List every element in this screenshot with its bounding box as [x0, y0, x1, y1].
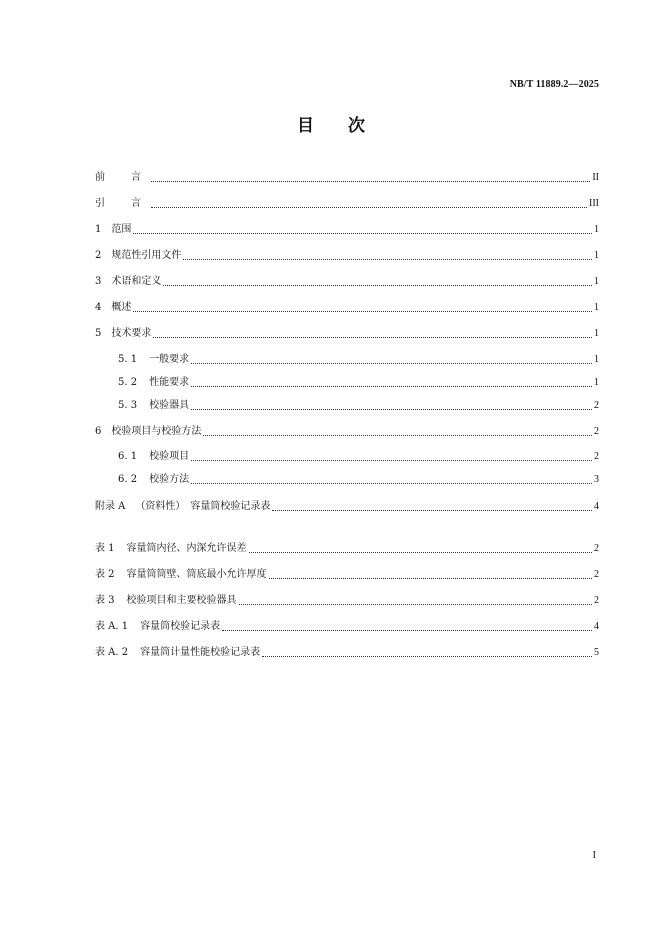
toc-entry-number: 5	[95, 328, 102, 339]
toc-entry-text: 校验项目	[149, 451, 190, 462]
toc-entry-number: 1	[95, 224, 102, 235]
toc-entry-label	[118, 473, 189, 487]
toc-entry-normative-references[interactable]	[95, 249, 599, 263]
toc-entry-page: 2	[594, 543, 599, 554]
toc-entry-number: 5. 2	[118, 377, 138, 388]
toc-entry-number: 6. 2	[118, 474, 138, 485]
toc-entry-text: 容量筒筒壁、筒底最小允许厚度	[126, 569, 267, 580]
toc-entry-introduction[interactable]	[95, 197, 599, 211]
toc-entry-page: II	[592, 172, 599, 183]
toc-entry-page: 1	[594, 224, 599, 235]
toc-entry-number: 5. 3	[118, 400, 138, 411]
page-title: 目 次	[297, 116, 379, 136]
toc-entry-page: 1	[594, 302, 599, 313]
toc-entry-label	[118, 376, 189, 390]
toc-entry-number: 3	[95, 276, 102, 287]
toc-entry-label: 前 言	[95, 172, 149, 183]
toc-leader-dots	[183, 258, 592, 260]
toc-entry-text: 校验方法	[149, 474, 190, 485]
toc-entry-page: 1	[594, 276, 599, 287]
toc-entry-calibration-methods[interactable]	[118, 473, 599, 487]
toc-entry-page: 2	[594, 426, 599, 437]
toc-entry-label	[95, 223, 131, 237]
toc-entry-terms[interactable]	[95, 275, 599, 289]
toc-entry-number: 表 A. 2	[95, 647, 129, 658]
toc-entry-appendix-a[interactable]	[95, 500, 599, 514]
toc-entry-number: 6	[95, 426, 102, 437]
toc-leader-dots	[262, 655, 592, 657]
toc-entry-page: 5	[594, 647, 599, 658]
toc-entry-foreword[interactable]	[95, 171, 599, 185]
toc-entry-table-a2[interactable]	[95, 646, 599, 660]
toc-leader-dots	[151, 206, 587, 208]
toc-entry-label	[95, 646, 260, 660]
toc-entry-label	[95, 500, 270, 514]
toc-entry-page: 1	[594, 354, 599, 365]
toc-entry-number: 附录 A	[95, 501, 126, 512]
toc-entry-table-2[interactable]	[95, 568, 599, 582]
toc-entry-calibration-items[interactable]	[118, 450, 599, 464]
toc-entry-page: 1	[594, 328, 599, 339]
toc-leader-dots	[191, 385, 592, 387]
toc-entry-number: 6. 1	[118, 451, 138, 462]
toc-entry-technical-requirements[interactable]	[95, 327, 599, 341]
toc-entry-label	[95, 425, 201, 439]
toc-entry-label	[95, 249, 181, 263]
toc-entry-text: 一般要求	[149, 354, 190, 365]
toc-leader-dots	[151, 180, 590, 182]
toc-entry-number: 5. 1	[118, 354, 138, 365]
toc-entry-page: 1	[594, 377, 599, 388]
toc-entry-number: 2	[95, 250, 102, 261]
toc-entry-label	[95, 275, 161, 289]
toc-entry-label	[95, 620, 220, 634]
toc-entry-number: 4	[95, 302, 102, 313]
toc-entry-text: 校验项目与校验方法	[111, 426, 202, 437]
toc-entry-label: 引 言	[95, 198, 149, 209]
toc-entry-page: 2	[594, 569, 599, 580]
toc-leader-dots	[163, 284, 592, 286]
toc-leader-dots	[222, 629, 592, 631]
toc-entry-text: 校验项目和主要校验器具	[126, 595, 237, 606]
toc-leader-dots	[191, 408, 592, 410]
toc-entry-label	[95, 327, 151, 341]
toc-entry-label	[118, 399, 189, 413]
toc-entry-label	[95, 594, 237, 608]
toc-entry-label	[118, 353, 189, 367]
toc-entry-label	[95, 301, 131, 315]
toc-entry-page: 3	[594, 474, 599, 485]
toc-entry-text: 概述	[111, 302, 132, 313]
toc-entry-text: 校验器具	[149, 400, 190, 411]
toc-entry-general-requirements[interactable]	[118, 353, 599, 367]
toc-entry-table-1[interactable]	[95, 542, 599, 556]
toc-entry-performance-requirements[interactable]	[118, 376, 599, 390]
toc-leader-dots	[133, 310, 592, 312]
toc-entry-table-a1[interactable]	[95, 620, 599, 634]
toc-leader-dots	[191, 459, 592, 461]
toc-entry-number: 表 1	[95, 543, 115, 554]
toc-entry-text: （资料性） 容量筒校验记录表	[135, 501, 271, 512]
toc-leader-dots	[153, 336, 592, 338]
toc-leader-dots	[191, 482, 592, 484]
toc-entry-page: 4	[594, 621, 599, 632]
toc-entry-number: 表 A. 1	[95, 621, 129, 632]
toc-entry-label	[95, 568, 267, 582]
toc-entry-text: 范围	[111, 224, 132, 235]
toc-entry-text: 容量筒计量性能校验记录表	[140, 647, 261, 658]
toc-entry-page: 4	[594, 501, 599, 512]
toc-leader-dots	[191, 362, 592, 364]
toc-entry-page: 2	[594, 595, 599, 606]
toc-entry-overview[interactable]	[95, 301, 599, 315]
toc-leader-dots	[272, 509, 592, 511]
toc-entry-text: 规范性引用文件	[111, 250, 182, 261]
toc-leader-dots	[203, 434, 592, 436]
toc-entry-text: 容量筒内径、内深允许误差	[126, 543, 247, 554]
toc-leader-dots	[249, 551, 592, 553]
toc-leader-dots	[239, 603, 592, 605]
toc-entry-text: 容量筒校验记录表	[140, 621, 221, 632]
document-code: NB/T 11889.2—2025	[509, 79, 599, 90]
toc-entry-page: III	[589, 198, 599, 209]
toc-entry-number: 表 2	[95, 569, 115, 580]
toc-leader-dots	[269, 577, 592, 579]
page-number: I	[592, 850, 596, 861]
toc-entry-text: 术语和定义	[111, 276, 162, 287]
toc-entry-text: 性能要求	[149, 377, 190, 388]
toc-entry-number: 表 3	[95, 595, 115, 606]
toc-entry-page: 2	[594, 451, 599, 462]
toc-entry-label	[118, 450, 189, 464]
toc-entry-calibration-instruments[interactable]	[118, 399, 599, 413]
toc-leader-dots	[133, 232, 592, 234]
toc-entry-text: 技术要求	[111, 328, 152, 339]
toc-entry-page: 2	[594, 400, 599, 411]
toc-entry-page: 1	[594, 250, 599, 261]
toc-entry-scope[interactable]	[95, 223, 599, 237]
toc-entry-table-3[interactable]	[95, 594, 599, 608]
toc-entry-calibration-items-methods[interactable]	[95, 425, 599, 439]
toc-entry-label	[95, 542, 247, 556]
